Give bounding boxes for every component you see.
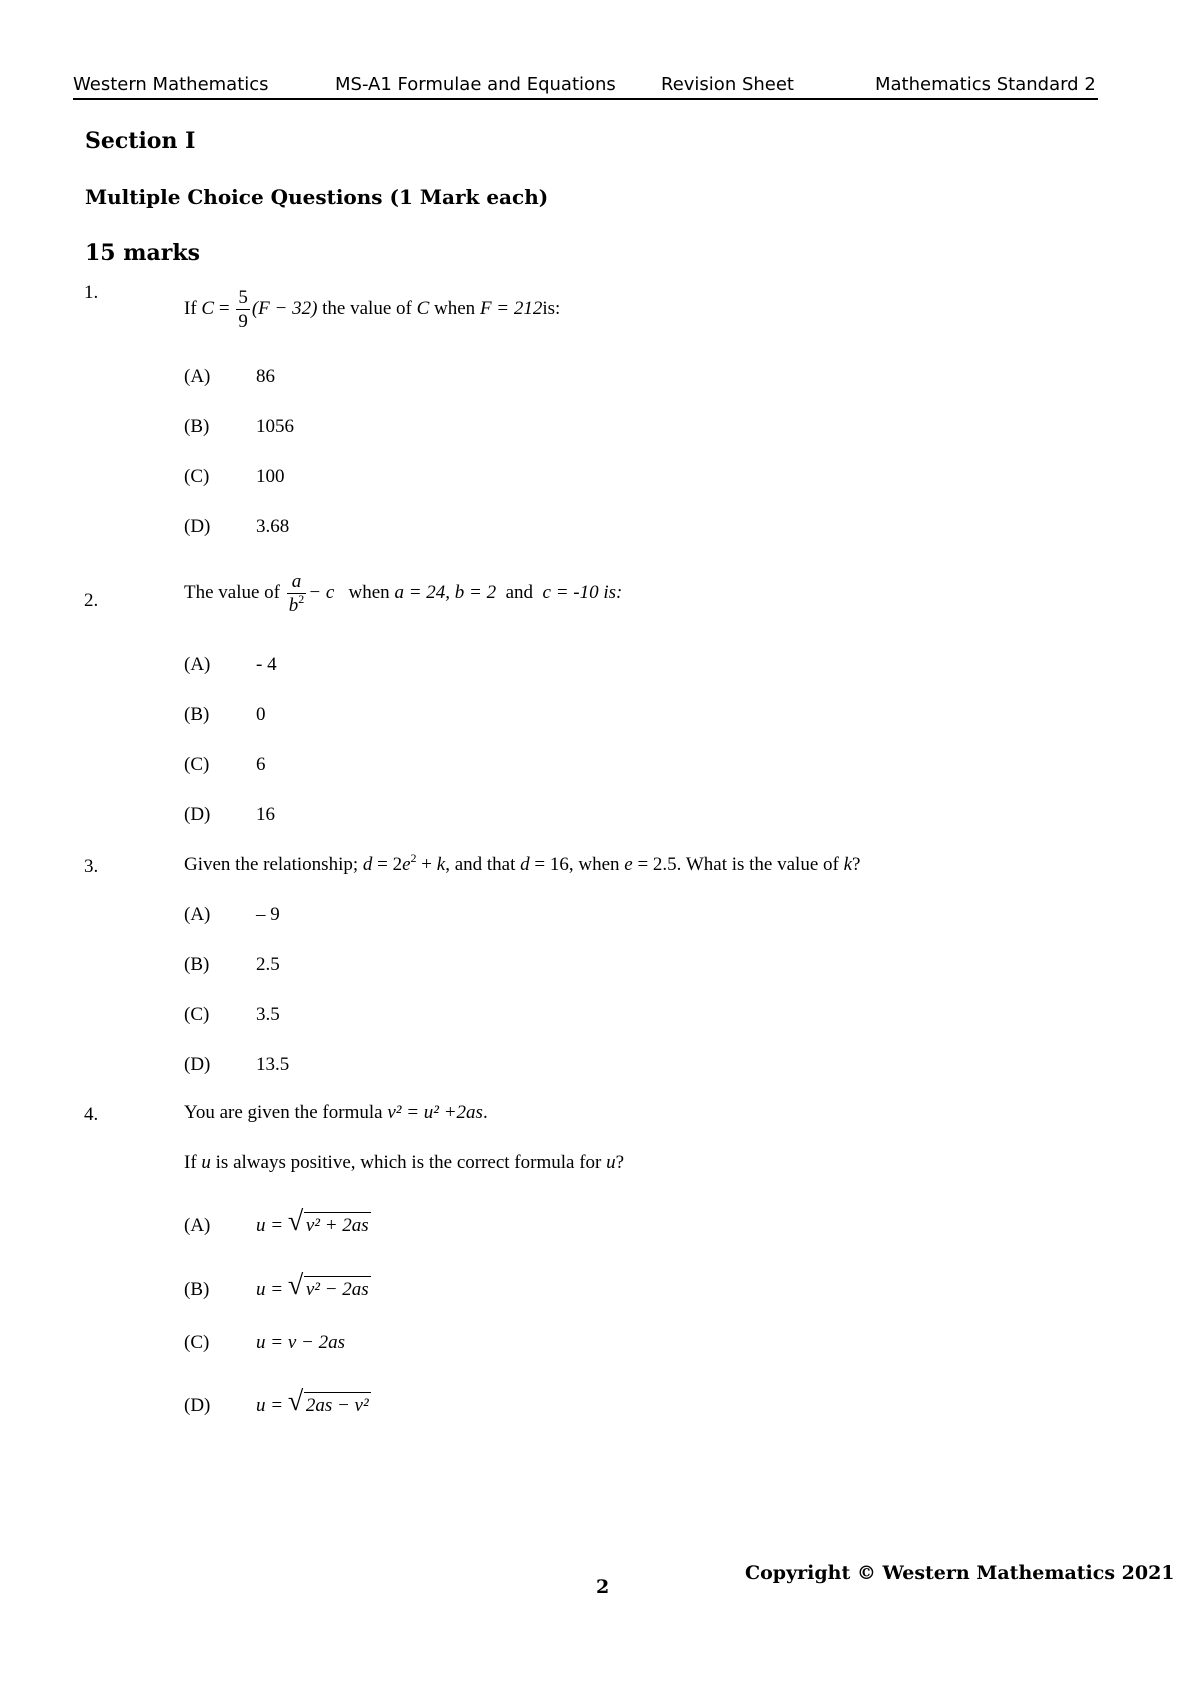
question-4-stem-line2: If u is always positive, which is the correct formula for u? xyxy=(184,1152,625,1173)
question-1-stem: If C = $\frac{5}{9}$ (F − 32) the value of C when F = 212is: xyxy=(184,287,561,332)
question-1-option-a[interactable]: (A) 86 xyxy=(184,366,275,387)
question-3-stem: Given the relationship; $d = 2e^2 + k$, and that d = 16, when e = 2.5. What is the value of k? xyxy=(184,851,861,875)
fraction: $\frac{a}{b^2}$ xyxy=(288,571,305,616)
question-1-number: 1. xyxy=(84,282,99,303)
page-header xyxy=(73,72,1098,100)
header-topic: MS-A1 Formulae and Equations xyxy=(335,74,616,95)
question-2-option-c[interactable]: (C) 6 xyxy=(184,754,266,775)
question-1-option-c[interactable]: (C) 100 xyxy=(184,466,285,487)
section-subtitle: Multiple Choice Questions (1 Mark each) xyxy=(85,185,549,209)
section-title: Section I xyxy=(85,128,196,154)
square-root: √ v² − 2as xyxy=(287,1270,369,1301)
question-2-stem: The value of $\frac{a}{b^2}$ − c when a = 24, b = 2 and c = -10 is: xyxy=(184,571,623,616)
question-3-option-a[interactable]: (A) – 9 xyxy=(184,904,280,925)
header-sheet-type: Revision Sheet xyxy=(661,74,794,95)
question-2-option-d[interactable]: (D) 16 xyxy=(184,804,275,825)
question-4-stem: You are given the formula v² = u² +2as. xyxy=(184,1102,488,1123)
square-root: √ v² + 2as xyxy=(287,1206,369,1237)
question-4-option-a[interactable]: (A) u = √ v² + 2as xyxy=(184,1206,369,1237)
question-4-number: 4. xyxy=(84,1104,99,1125)
question-3-option-d[interactable]: (D) 13.5 xyxy=(184,1054,290,1075)
header-school: Western Mathematics xyxy=(73,74,269,95)
question-2-option-a[interactable]: (A) - 4 xyxy=(184,654,277,675)
question-3-option-c[interactable]: (C) 3.5 xyxy=(184,1004,280,1025)
question-3-number: 3. xyxy=(84,856,99,877)
question-2-number: 2. xyxy=(84,590,99,611)
question-1-option-d[interactable]: (D) 3.68 xyxy=(184,516,290,537)
question-1-option-b[interactable]: (B) 1056 xyxy=(184,416,294,437)
header-course: Mathematics Standard 2 xyxy=(875,74,1096,95)
copyright-notice: Copyright © Western Mathematics 2021 xyxy=(745,1562,1175,1584)
question-4-option-d[interactable]: (D) u = √ 2as − v² xyxy=(184,1386,369,1417)
question-3-option-b[interactable]: (B) 2.5 xyxy=(184,954,280,975)
question-2-option-b[interactable]: (B) 0 xyxy=(184,704,266,725)
fraction: $\frac{5}{9}$ xyxy=(238,287,248,332)
question-4-option-c[interactable]: (C) u = v − 2as xyxy=(184,1332,345,1353)
page-number: 2 xyxy=(596,1576,610,1598)
question-4-option-b[interactable]: (B) u = √ v² − 2as xyxy=(184,1270,369,1301)
square-root: √ 2as − v² xyxy=(287,1386,369,1417)
section-marks: 15 marks xyxy=(85,240,201,266)
